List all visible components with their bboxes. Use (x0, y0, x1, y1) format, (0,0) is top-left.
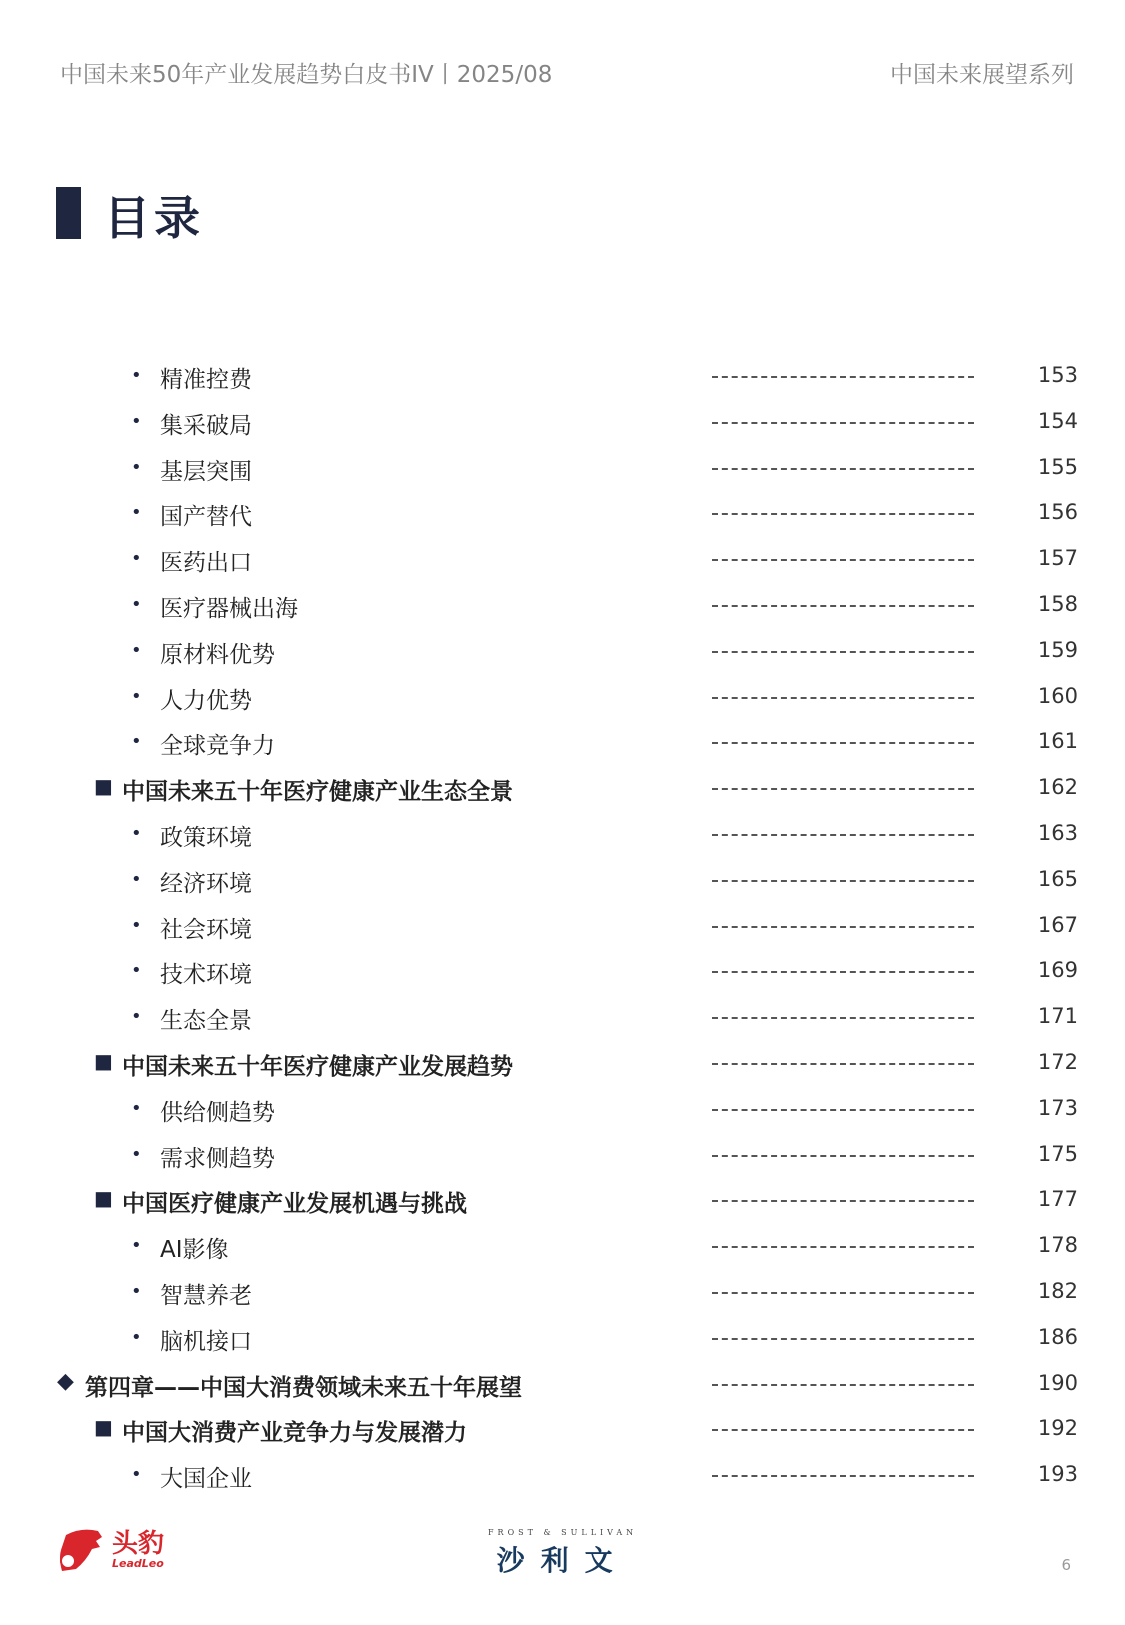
frost-en: FROST & SULLIVAN (488, 1528, 638, 1537)
toc-page-number: 177 (1037, 1187, 1078, 1212)
toc-page-number: 165 (1037, 866, 1078, 891)
toc-label: 全球竞争力 (160, 733, 275, 760)
toc-label: 国产替代 (160, 504, 252, 531)
leadleo-cn: 头豹 (112, 1528, 165, 1559)
bullet-icon: • (131, 456, 142, 478)
toc-page-number: 154 (1037, 408, 1078, 433)
leadleo-en: LeadLeo (112, 1556, 164, 1570)
toc-page-number: 158 (1037, 592, 1078, 616)
toc-label: 社会环境 (160, 916, 252, 943)
toc-label: 原材料优势 (160, 641, 275, 668)
diamond-icon: ◆ (57, 1368, 74, 1394)
toc-page-number: 172 (1037, 1050, 1078, 1074)
bullet-icon: • (131, 1097, 142, 1119)
toc-entry[interactable] (0, 498, 1125, 530)
toc-entry[interactable] (0, 1140, 1125, 1172)
toc-page-number: 186 (1037, 1324, 1078, 1349)
toc-label: 基层突围 (160, 458, 252, 485)
dot-leader (712, 513, 974, 515)
toc-entry[interactable] (0, 1369, 1125, 1401)
toc-page-number: 173 (1037, 1095, 1078, 1120)
toc-entry[interactable] (0, 1277, 1125, 1309)
dot-leader (712, 1063, 974, 1065)
toc-label: 中国未来五十年医疗健康产业生态全景 (122, 779, 513, 806)
dot-leader (712, 926, 974, 928)
bullet-icon: • (131, 1464, 142, 1486)
toc-label: 需求侧趋势 (160, 1145, 275, 1172)
bullet-icon: • (131, 639, 142, 661)
toc-entry[interactable] (0, 727, 1125, 759)
bullet-icon: • (131, 365, 142, 386)
dot-leader (712, 697, 974, 699)
toc-page-number: 160 (1037, 683, 1078, 708)
toc-entry[interactable] (0, 1094, 1125, 1126)
bullet-icon: • (131, 1143, 142, 1165)
bullet-icon: • (131, 685, 142, 707)
toc-page-number: 171 (1037, 1004, 1078, 1029)
toc-label: 智慧养老 (160, 1283, 252, 1309)
bullet-icon: • (131, 594, 142, 615)
bullet-icon: • (131, 914, 142, 936)
dot-leader (712, 742, 974, 744)
toc-entry[interactable] (0, 1185, 1125, 1217)
square-icon: ■ (94, 774, 113, 799)
toc-page-number: 156 (1037, 500, 1078, 525)
toc-label: 人力优势 (160, 687, 252, 714)
frost-sullivan-logo (488, 1528, 637, 1579)
square-icon: ■ (94, 1049, 113, 1073)
toc-page-number: 162 (1037, 775, 1078, 800)
toc-page-number: 182 (1037, 1279, 1078, 1303)
dot-leader (712, 1475, 974, 1477)
frost-cn: 沙利文 (496, 1544, 629, 1577)
toc-page-number: 155 (1037, 454, 1078, 479)
toc-label: 经济环境 (160, 870, 252, 897)
dot-leader (712, 605, 974, 607)
toc-entry[interactable] (0, 865, 1125, 897)
bullet-icon: • (131, 502, 142, 524)
toc-page-number: 161 (1037, 729, 1078, 754)
toc-entry[interactable] (0, 590, 1125, 622)
bullet-icon: • (131, 1326, 142, 1348)
header-report-title: 中国未来50年产业发展趋势白皮书IV丨2025/08 (60, 62, 553, 88)
dot-leader (712, 1109, 974, 1111)
dot-leader (712, 834, 974, 836)
toc-label: 第四章——中国大消费领域未来五十年展望 (85, 1374, 522, 1401)
toc-page-number: 178 (1037, 1233, 1078, 1258)
header-series-name: 中国未来展望系列 (890, 62, 1074, 88)
toc-label: 医疗器械出海 (160, 596, 298, 622)
toc-entry[interactable] (0, 1048, 1125, 1080)
dot-leader (712, 880, 974, 882)
dot-leader (712, 376, 974, 378)
toc-label: 中国未来五十年医疗健康产业发展趋势 (122, 1054, 513, 1080)
bullet-icon: • (131, 960, 142, 982)
toc-page-number: 157 (1037, 546, 1078, 571)
bullet-icon: • (131, 731, 142, 753)
toc-entry[interactable] (0, 682, 1125, 714)
dot-leader (712, 1384, 974, 1386)
toc-entry[interactable] (0, 1002, 1125, 1034)
toc-entry[interactable] (0, 819, 1125, 851)
toc-page-number: 169 (1037, 958, 1078, 983)
toc-entry[interactable] (0, 544, 1125, 576)
dot-leader (712, 1017, 974, 1019)
title-accent-bar (56, 187, 81, 239)
bullet-icon: • (131, 1235, 142, 1257)
toc-entry[interactable] (0, 361, 1125, 393)
page-number: 6 (1061, 1556, 1071, 1574)
toc-page-number: 159 (1037, 637, 1078, 662)
toc-entry[interactable] (0, 1460, 1125, 1492)
toc-entry[interactable] (0, 956, 1125, 988)
bullet-icon: • (131, 548, 142, 570)
toc-label: 精准控费 (160, 367, 252, 393)
toc-entry[interactable] (0, 636, 1125, 668)
bullet-icon: • (131, 868, 142, 890)
square-icon: ■ (94, 1415, 113, 1440)
toc-page-number: 163 (1037, 821, 1078, 845)
toc-entry[interactable] (0, 1231, 1125, 1263)
toc-label: 大国企业 (160, 1466, 252, 1493)
bullet-icon: • (131, 1006, 142, 1028)
dot-leader (712, 1429, 974, 1431)
dot-leader (712, 971, 974, 973)
dot-leader (712, 1338, 974, 1340)
toc-label: 脑机接口 (160, 1328, 252, 1355)
dot-leader (712, 1292, 974, 1294)
bullet-icon: • (131, 410, 142, 432)
toc-label: 医药出口 (160, 550, 252, 577)
toc-entry[interactable] (0, 1323, 1125, 1355)
toc-label: 集采破局 (160, 412, 252, 439)
dot-leader (712, 559, 974, 561)
toc-page-number: 175 (1037, 1141, 1078, 1166)
toc-page-number: 190 (1037, 1370, 1078, 1395)
bullet-icon: • (131, 823, 142, 844)
dot-leader (712, 468, 974, 470)
toc-label: AI影像 (160, 1237, 229, 1264)
toc-label: 技术环境 (160, 962, 252, 989)
toc-label: 中国大消费产业竞争力与发展潜力 (122, 1420, 467, 1447)
leopard-icon (56, 1527, 106, 1573)
square-icon: ■ (94, 1186, 113, 1211)
toc-label: 政策环境 (160, 825, 252, 851)
toc-page-number: 153 (1037, 363, 1078, 387)
toc-entry[interactable] (0, 407, 1125, 439)
toc-entry[interactable] (0, 911, 1125, 943)
toc-entry[interactable] (0, 453, 1125, 485)
toc-entry[interactable] (0, 773, 1125, 805)
toc-label: 供给侧趋势 (160, 1099, 275, 1126)
toc-page-number: 167 (1037, 912, 1078, 937)
dot-leader (712, 651, 974, 653)
leadleo-logo (56, 1527, 164, 1573)
dot-leader (712, 422, 974, 424)
dot-leader (712, 1200, 974, 1202)
dot-leader (712, 788, 974, 790)
page-title: 目录 (104, 191, 204, 245)
toc-label: 生态全景 (160, 1008, 252, 1035)
toc-page-number: 192 (1037, 1416, 1078, 1441)
toc-page-number: 193 (1037, 1462, 1078, 1487)
toc-entry[interactable] (0, 1414, 1125, 1446)
bullet-icon: • (131, 1281, 142, 1302)
toc-label: 中国医疗健康产业发展机遇与挑战 (122, 1191, 467, 1218)
dot-leader (712, 1246, 974, 1248)
dot-leader (712, 1155, 974, 1157)
